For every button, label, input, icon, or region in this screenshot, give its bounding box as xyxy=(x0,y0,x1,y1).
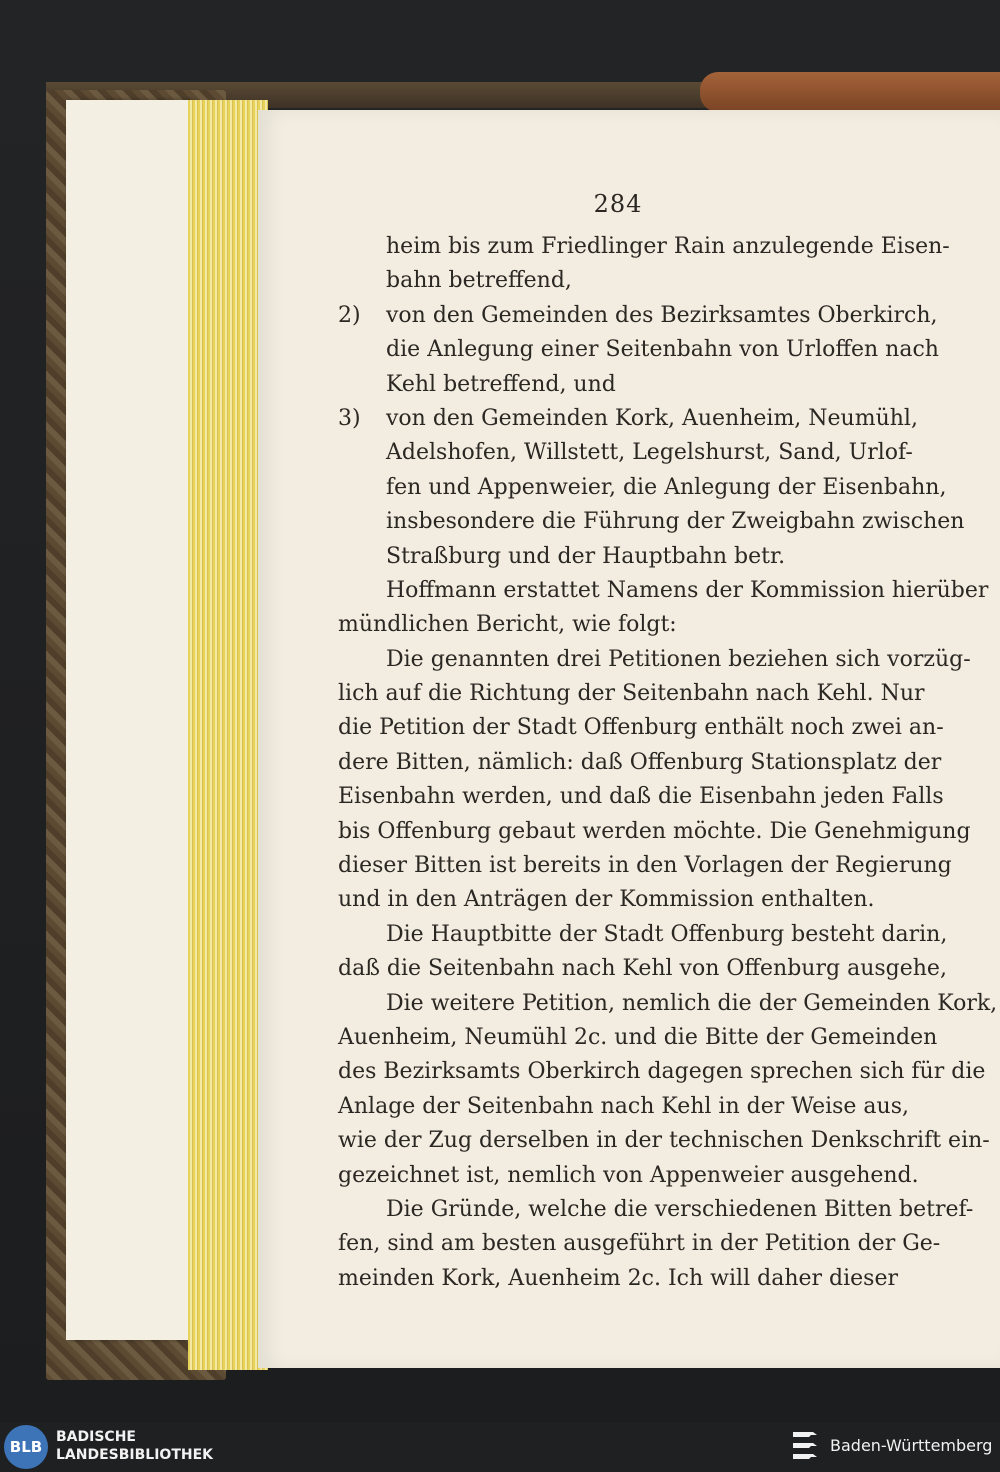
text-line: und in den Anträgen der Kommission enthalten. xyxy=(338,887,875,913)
text-line: des Bezirksamts Oberkirch dagegen sprechen sich für die xyxy=(338,1059,986,1085)
item-number: 3) xyxy=(338,405,361,431)
text-line: Die genannten drei Petitionen beziehen sich vorzüg- xyxy=(386,646,971,672)
flyleaf xyxy=(66,100,196,1340)
text-line: gezeichnet ist, nemlich von Appenweier ausgehend. xyxy=(338,1162,919,1188)
text-line: lich auf die Richtung der Seitenbahn nach Kehl. Nur xyxy=(338,681,925,707)
text-line: fen und Appenweier, die Anlegung der Eisenbahn, xyxy=(386,474,947,500)
text-line: Kehl betreffend, und xyxy=(386,371,616,397)
text-line: Die weitere Petition, nemlich die der Gemeinden Kork, xyxy=(386,990,998,1016)
text-line: heim bis zum Friedlinger Rain anzulegende Eisen- xyxy=(386,234,950,259)
text-line: fen, sind am besten ausgeführt in der Petition der Ge- xyxy=(338,1231,941,1257)
text-line: Die Hauptbitte der Stadt Offenburg besteht darin, xyxy=(386,921,948,947)
text-line: meinden Kork, Auenheim 2c. Ich will daher dieser xyxy=(338,1265,898,1291)
text-line: mündlichen Bericht, wie folgt: xyxy=(338,612,677,638)
text-line: Auenheim, Neumühl 2c. und die Bitte der Gemeinden xyxy=(338,1024,938,1050)
page-text xyxy=(338,230,998,1296)
text-line: Adelshofen, Willstett, Legelshurst, Sand, Urlof- xyxy=(386,440,913,466)
text-line: Straßburg und der Hauptbahn betr. xyxy=(386,543,786,569)
library-name-line2: LANDESBIBLIOTHEK xyxy=(56,1447,214,1463)
text-line: daß die Seitenbahn nach Kehl von Offenburg ausgehe, xyxy=(338,956,947,982)
page-edges xyxy=(188,100,268,1370)
library-name-line1: BADISCHE xyxy=(56,1429,136,1445)
text-line: wie der Zug derselben in der technischen Denkschrift ein- xyxy=(338,1128,990,1154)
text-line: insbesondere die Führung der Zweigbahn zwischen xyxy=(386,509,965,535)
text-line: Eisenbahn werden, und daß die Eisenbahn jeden Falls xyxy=(338,784,944,810)
text-line: Anlage der Seitenbahn nach Kehl in der Weise aus, xyxy=(338,1093,909,1119)
leather-strap xyxy=(700,72,1000,112)
text-line: von den Gemeinden Kork, Auenheim, Neumühl, xyxy=(386,405,918,431)
item-number: 2) xyxy=(338,302,361,328)
text-line: bahn betreffend, xyxy=(386,268,572,294)
text-line: bis Offenburg gebaut werden möchte. Die Genehmigung xyxy=(338,818,971,844)
book-page xyxy=(258,110,1000,1368)
text-line: dieser Bitten ist bereits in den Vorlagen der Regierung xyxy=(338,853,952,879)
text-line: die Anlegung einer Seitenbahn von Urloffen nach xyxy=(386,337,939,363)
text-line: dere Bitten, nämlich: daß Offenburg Stationsplatz der xyxy=(338,749,942,775)
list-item-3 xyxy=(338,402,918,436)
list-item-2 xyxy=(338,299,938,333)
text-line: die Petition der Stadt Offenburg enthält noch zwei an- xyxy=(338,715,944,741)
text-line: Die Gründe, welche die verschiedenen Bitten betref- xyxy=(386,1196,974,1222)
library-name[interactable] xyxy=(56,1428,213,1464)
text-line: von den Gemeinden des Bezirksamtes Oberkirch, xyxy=(386,302,938,328)
text-line: Hoffmann erstattet Namens der Kommission hierüber xyxy=(386,577,989,603)
state-name[interactable]: Baden-Württemberg xyxy=(830,1436,993,1455)
blb-logo[interactable]: BLB xyxy=(4,1425,48,1469)
baden-wuerttemberg-lions-icon xyxy=(790,1428,822,1464)
page-number: 284 xyxy=(593,190,643,218)
